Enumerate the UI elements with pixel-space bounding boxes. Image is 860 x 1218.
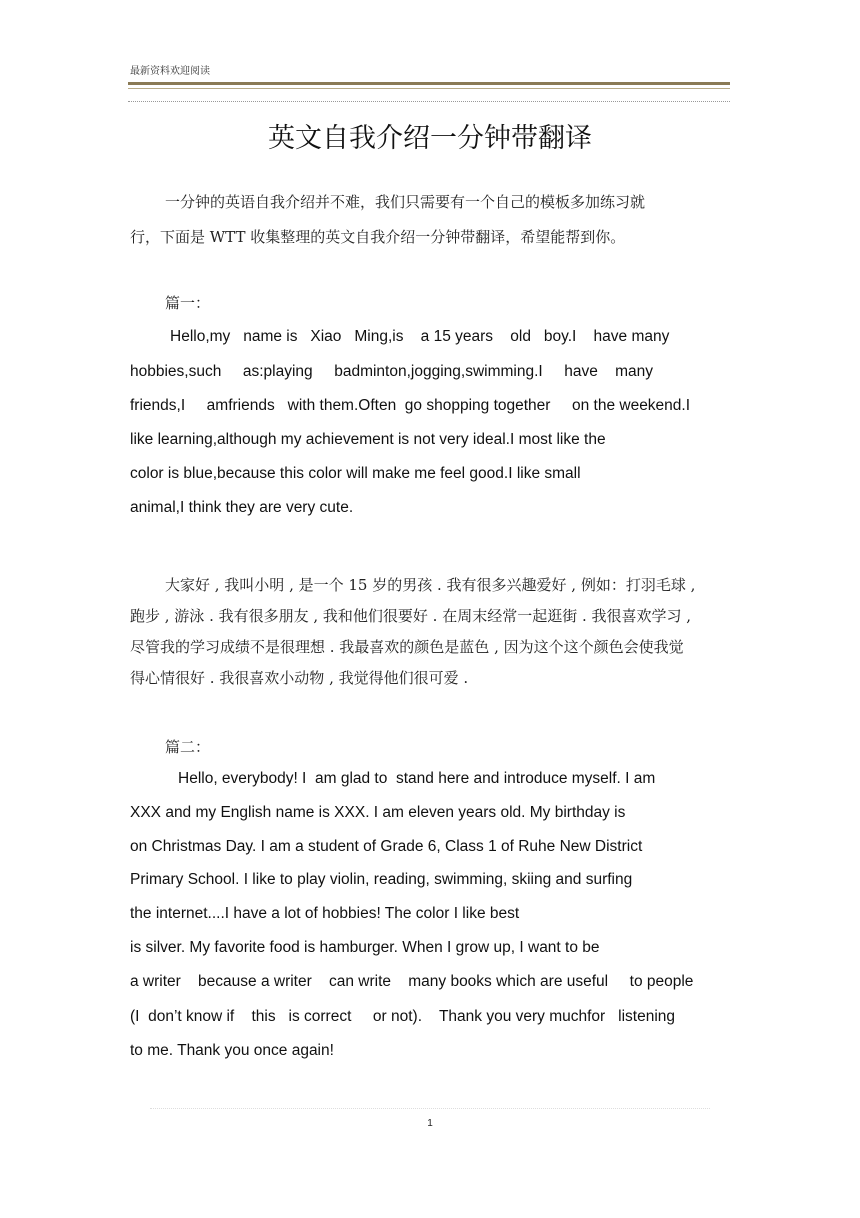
- paragraph-line: Hello, everybody! I am glad to stand here and introduce myself. I am: [178, 770, 656, 787]
- paragraph-line: like learning,although my achievement is not very ideal.I most like the: [130, 431, 606, 448]
- footer-divider: [150, 1108, 710, 1109]
- header-rule-thick: [128, 82, 730, 85]
- paragraph-line: the internet....I have a lot of hobbies! The color I like best: [130, 905, 520, 922]
- translation-line: 尽管我的学习成绩不是很理想 . 我最喜欢的颜色是蓝色 , 因为这个这个颜色会使我觉: [130, 638, 684, 656]
- paragraph-line: Primary School. I like to play violin, reading, swimming, skiing and surfing: [130, 871, 633, 888]
- section-heading: 篇二：: [165, 738, 211, 756]
- intro-line: 一分钟的英语自我介绍并不难，我们只需要有一个自己的模板多加练习就: [165, 193, 646, 211]
- paragraph-line: a writer because a writer can write many books which are useful to people: [130, 973, 694, 990]
- header-rule-dotted: [128, 101, 730, 102]
- section-heading: 篇一：: [165, 294, 211, 312]
- paragraph-line: to me. Thank you once again!: [130, 1042, 334, 1059]
- paragraph-line: animal,I think they are very cute.: [130, 499, 354, 516]
- translation-line: 大家好 , 我叫小明 , 是一个 15 岁的男孩 . 我有很多兴趣爱好 , 例如：打羽毛球 ,: [165, 576, 696, 594]
- translation-line: 跑步 , 游泳 . 我有很多朋友 , 我和他们很要好 . 在周末经常一起逛街 . 我很喜欢学习 ,: [130, 607, 692, 625]
- paragraph-line: is silver. My favorite food is hamburger. When I grow up, I want to be: [130, 939, 600, 956]
- header-rule-thin: [128, 88, 730, 89]
- page-number: 1: [427, 1118, 433, 1129]
- translation-line: 得心情很好 . 我很喜欢小动物 , 我觉得他们很可爱 .: [130, 669, 469, 687]
- paragraph-line: color is blue,because this color will make me feel good.I like small: [130, 465, 581, 482]
- paragraph-line: friends,I amfriends with them.Often go shopping together on the weekend.I: [130, 397, 691, 414]
- paragraph-line: (I don’t know if this is correct or not). Thank you very muchfor listening: [130, 1008, 676, 1025]
- page-title: 英文自我介绍一分钟带翻译: [268, 123, 592, 154]
- paragraph-line: XXX and my English name is XXX. I am eleven years old. My birthday is: [130, 804, 626, 821]
- paragraph-line: Hello,my name is Xiao Ming,is a 15 years old boy.I have many: [170, 328, 670, 345]
- intro-line: 行，下面是 WTT 收集整理的英文自我介绍一分钟带翻译，希望能帮到你。: [130, 228, 626, 246]
- paragraph-line: on Christmas Day. I am a student of Grade 6, Class 1 of Ruhe New District: [130, 838, 643, 855]
- header-note: 最新资料欢迎阅读: [130, 66, 210, 77]
- paragraph-line: hobbies,such as:playing badminton,jogging,swimming.I have many: [130, 363, 653, 380]
